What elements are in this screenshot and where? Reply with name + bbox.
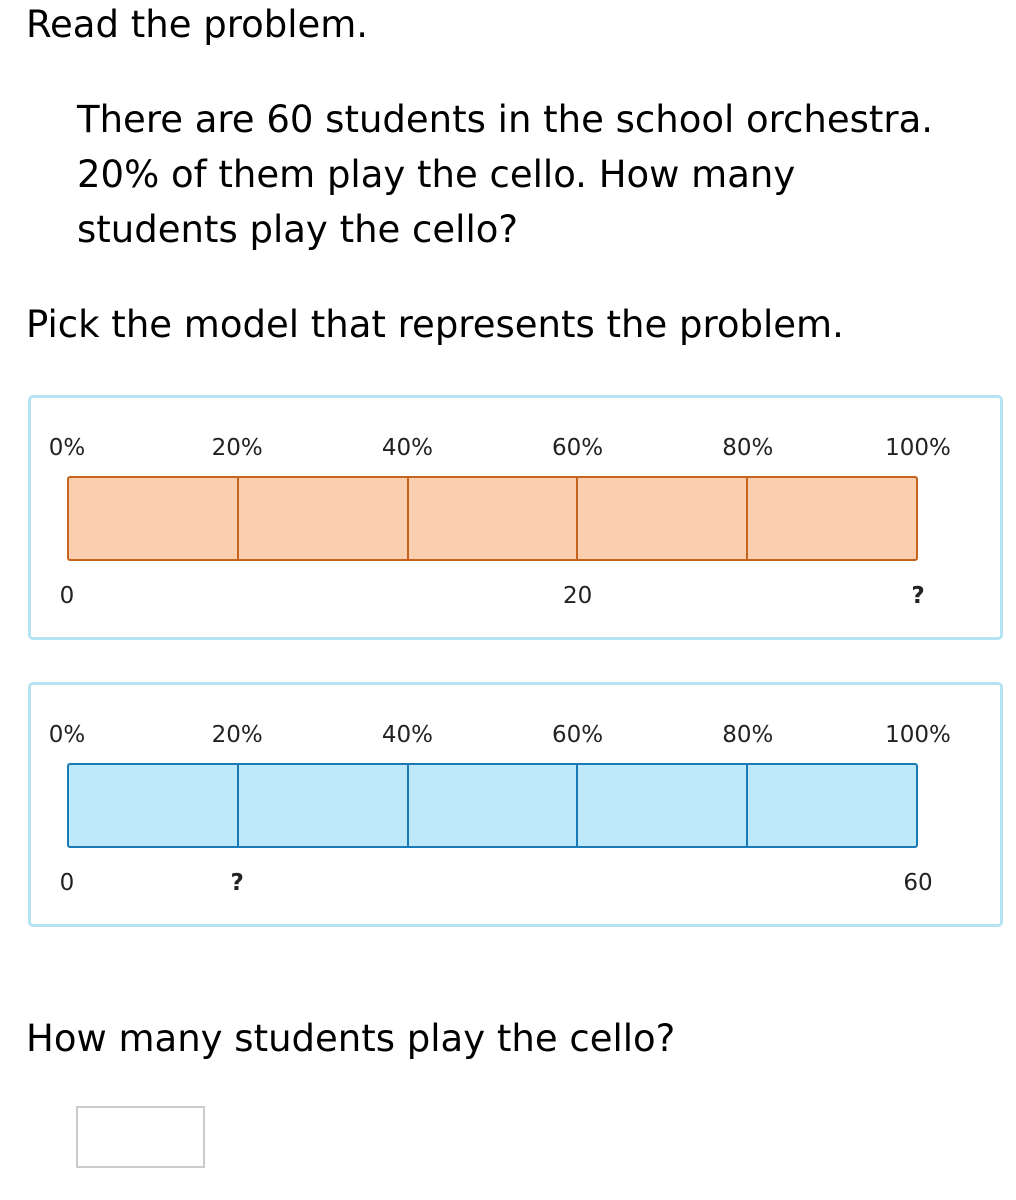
percent-label: 40%: [381, 722, 433, 748]
question-prompt: How many students play the cello?: [26, 1017, 676, 1060]
pick-model-instruction: Pick the model that represents the problem.: [26, 303, 844, 346]
value-label: 20: [562, 583, 593, 609]
value-label: 0: [59, 870, 75, 896]
tape-segment: [239, 765, 409, 846]
model-option-blue[interactable]: [28, 682, 1003, 927]
model-option-orange[interactable]: [28, 395, 1003, 640]
percent-label: 0%: [48, 435, 86, 461]
percent-label: 40%: [381, 435, 433, 461]
tape-segment: [69, 478, 239, 559]
unknown-value-label: ?: [230, 870, 244, 896]
tape-segment: [578, 765, 748, 846]
read-problem-instruction: Read the problem.: [26, 3, 369, 46]
percent-label: 100%: [885, 435, 951, 461]
tape-segment: [748, 478, 916, 559]
tape-segment: [578, 478, 748, 559]
unknown-value-label: ?: [911, 583, 925, 609]
percent-label: 20%: [211, 435, 263, 461]
tape-segment: [69, 765, 239, 846]
answer-input[interactable]: [76, 1106, 205, 1168]
percent-label: 60%: [552, 435, 604, 461]
tape-segment: [239, 478, 409, 559]
tape-segment: [409, 765, 579, 846]
percent-label: 0%: [48, 722, 86, 748]
tape-segment: [409, 478, 579, 559]
problem-text: [77, 92, 1012, 257]
problem-line-3: students play the cello?: [77, 208, 519, 251]
problem-line-1: There are 60 students in the school orchestra.: [77, 98, 934, 141]
percent-label: 100%: [885, 722, 951, 748]
percent-label: 80%: [722, 722, 774, 748]
tape-diagram: [67, 763, 918, 848]
value-label: 0: [59, 583, 75, 609]
problem-line-2: 20% of them play the cello. How many: [77, 153, 796, 196]
percent-label: 20%: [211, 722, 263, 748]
tape-segment: [748, 765, 916, 846]
percent-label: 60%: [552, 722, 604, 748]
value-label: 60: [903, 870, 933, 896]
percent-label: 80%: [722, 435, 774, 461]
tape-diagram: [67, 476, 918, 561]
